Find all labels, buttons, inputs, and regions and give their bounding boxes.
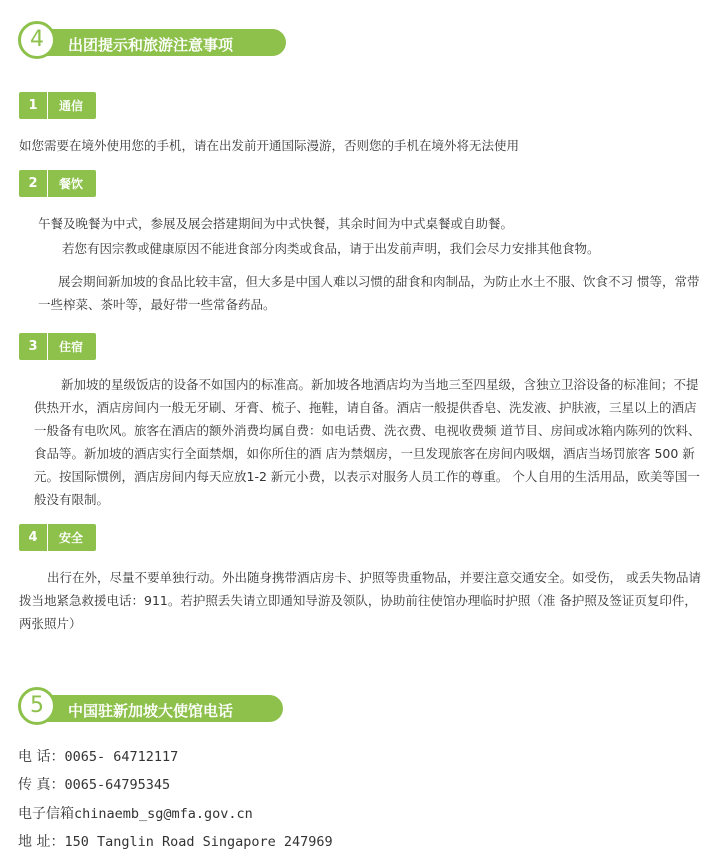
fax-line <box>18 774 170 794</box>
subsection-number: 3 <box>28 339 38 354</box>
subsection-communication-header <box>19 92 96 119</box>
subsection-label: 安全 <box>59 531 84 545</box>
subsection-label: 餐饮 <box>59 177 84 191</box>
subsection-label: 住宿 <box>59 340 84 354</box>
email-address: chinaemb_sg@mfa.gov.cn <box>74 806 253 822</box>
communication-text: 如您需要在境外使用您的手机，请在出发前开通国际漫游，否则您的手机在境外将无法使用 <box>19 138 520 153</box>
section-number-badge: 4 <box>18 21 56 59</box>
address-line <box>18 831 333 851</box>
address-label: 地 址： <box>18 834 65 850</box>
subsection-dining-header <box>19 170 96 197</box>
lodging-text: 新加坡的星级饭店的设备不如国内的标准高。新加坡各地酒店均为当地三至四星级，含独立卫浴设备的标准间；不提供热开水，酒店房间内一般无牙刷、牙膏、梳子、拖鞋，请自备。酒店一般提供香皂、洗发液、护肤液，三星以上的酒店一般备有电吹风。旅客在酒店的额外消费均属自费：如电话费、洗衣费、电视收费频 道节目、房间或冰箱内陈列的饮料、食品等。新加坡的酒店实行全面禁烟，如你所住的酒 店为禁烟房，一旦发现旅客在房间内吸烟，酒店当场罚旅客 500 新元。按国际惯例，酒店房间内每天应放1-2 新元小费，以表示对服务人员工作的尊重。 个人自用的生活用品，欧美等国一般没有限制。 <box>34 377 701 507</box>
fax-number: 0065-64795345 <box>64 777 171 793</box>
dining-paragraph-2: 若您有因宗教或健康原因不能进食部分肉类或食品，请于出发前声明，我们会尽力安排其他食物。 <box>62 241 600 256</box>
email-label: 电子信箱 <box>18 806 74 822</box>
phone-line <box>18 746 178 766</box>
subsection-number: 1 <box>28 98 38 113</box>
section-title: 中国驻新加坡大使馆电话 <box>68 702 234 720</box>
section-title: 出团提示和旅游注意事项 <box>68 36 234 54</box>
section-number-badge: 5 <box>18 687 56 725</box>
email-line <box>18 803 253 823</box>
safety-text: 出行在外，尽量不要单独行动。外出随身携带酒店房卡、护照等贵重物品，并要注意交通安全。如受伤， 或丢失物品请拨当地紧急救援电话：911。若护照丢失请立即通知导游及领队，协助前往使馆办理临时护照（准 备护照及签证页复印件，两张照片） <box>19 570 701 631</box>
phone-number: 0065- 64712117 <box>64 749 179 765</box>
subsection-number: 2 <box>28 176 38 191</box>
section-title-bar <box>30 29 286 56</box>
dining-paragraph-1: 午餐及晚餐为中式，参展及展会搭建期间为中式快餐，其余时间为中式桌餐或自助餐。 <box>38 216 514 231</box>
subsection-lodging-header <box>19 333 96 360</box>
address-text: 150 Tanglin Road Singapore 247969 <box>64 834 333 850</box>
subsection-safety-header <box>19 524 96 551</box>
phone-label: 电 话： <box>18 749 65 765</box>
subsection-label: 通信 <box>59 99 84 113</box>
subsection-number: 4 <box>28 530 38 545</box>
dining-paragraph-3: 展会期间新加坡的食品比较丰富，但大多是中国人难以习惯的甜食和肉制品，为防止水土不服、饮食不习 惯等，常带一些榨菜、茶叶等，最好带一些常备药品。 <box>38 274 700 312</box>
section-4-header <box>18 21 286 63</box>
fax-label: 传 真： <box>18 777 65 793</box>
section-title-bar <box>30 695 283 722</box>
section-5-header <box>18 687 283 729</box>
